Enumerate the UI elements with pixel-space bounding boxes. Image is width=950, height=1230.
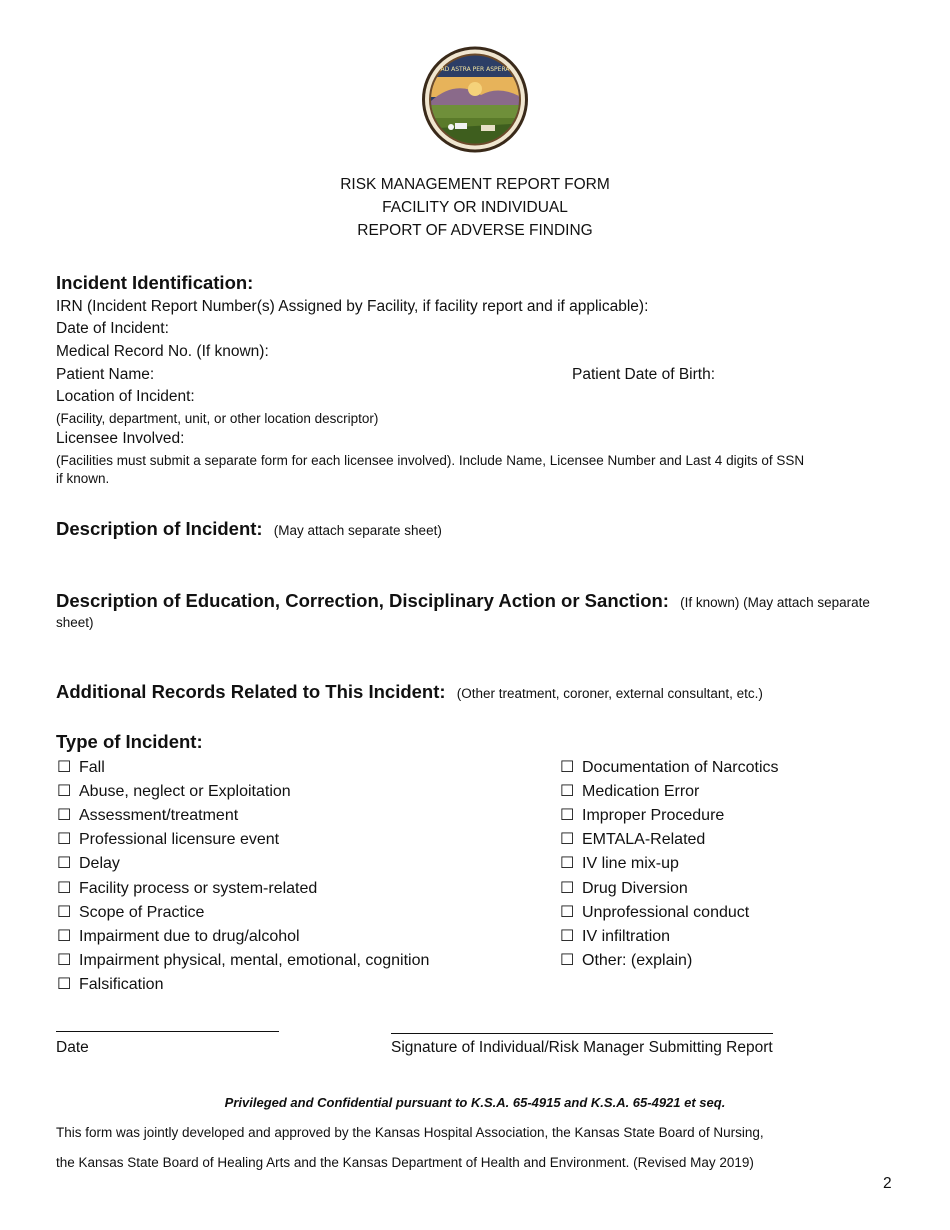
right-checkbox-item[interactable] <box>560 878 688 898</box>
confidentiality-notice: Privileged and Confidential pursuant to K.S.A. 65-4915 and K.S.A. 65-4921 et seq. <box>224 1095 726 1110</box>
checkbox-label: EMTALA-Related <box>582 831 706 849</box>
patient-dob-label: Patient Date of Birth: <box>572 366 716 383</box>
right-checkbox-item[interactable] <box>560 781 699 801</box>
checkbox-label: Impairment physical, mental, emotional, cognition <box>79 951 430 969</box>
kansas-state-seal <box>421 43 529 156</box>
incident-type-heading: Type of Incident: <box>56 731 203 752</box>
signature-line[interactable] <box>391 1033 773 1034</box>
checkbox-icon[interactable]: ☐ <box>560 951 575 969</box>
licensee-label: Licensee Involved: <box>56 430 185 447</box>
description-heading: Description of Incident: <box>56 518 263 539</box>
location-note: (Facility, department, unit, or other location descriptor) <box>56 411 379 426</box>
checkbox-icon[interactable]: ☐ <box>560 759 575 776</box>
licensee-note-line-1: (Facilities must submit a separate form for each licensee involved). Include Name, Licensee Number and Last 4 digits of SSN <box>56 453 805 468</box>
checkbox-label: IV line mix-up <box>582 855 679 873</box>
checkbox-icon[interactable]: ☐ <box>560 807 575 825</box>
additional-records-heading: Additional Records Related to This Incident: <box>56 681 446 702</box>
form-title-line-1: RISK MANAGEMENT REPORT FORM <box>340 176 610 193</box>
checkbox-icon[interactable]: ☐ <box>57 927 72 945</box>
incident-identification-heading: Incident Identification: <box>56 272 254 293</box>
right-checkbox-item[interactable] <box>560 829 705 849</box>
checkbox-label: Improper Procedure <box>582 807 725 825</box>
checkbox-label: Other: (explain) <box>582 951 693 969</box>
right-checkbox-item[interactable] <box>560 805 724 825</box>
checkbox-label: Professional licensure event <box>79 831 280 849</box>
education-note-line-2: sheet) <box>56 615 94 630</box>
education-note: (If known) (May attach separate <box>680 595 870 610</box>
patient-name-label: Patient Name: <box>56 366 155 383</box>
location-label: Location of Incident: <box>56 388 195 405</box>
additional-records-note: (Other treatment, coroner, external consultant, etc.) <box>456 686 763 701</box>
checkbox-label: Documentation of Narcotics <box>582 759 779 776</box>
footer-line-2: the Kansas State Board of Healing Arts and the Kansas Department of Health and Environment. (Revised May 2019) <box>56 1155 754 1170</box>
description-note: (May attach separate sheet) <box>273 523 442 538</box>
checkbox-icon[interactable]: ☐ <box>57 807 72 825</box>
checkbox-label: Abuse, neglect or Exploitation <box>79 783 291 801</box>
checkbox-label: Medication Error <box>582 783 700 801</box>
checkbox-icon[interactable]: ☐ <box>57 759 72 776</box>
medical-record-label: Medical Record No. (If known): <box>56 343 269 360</box>
left-checkbox-item[interactable] <box>57 902 204 922</box>
footer-line-1: This form was jointly developed and approved by the Kansas Hospital Association, the Kansas State Board of Nursing, <box>56 1125 764 1140</box>
svg-text:AD ASTRA PER ASPERA: AD ASTRA PER ASPERA <box>440 66 510 73</box>
right-checkbox-item[interactable] <box>560 902 749 922</box>
checkbox-icon[interactable]: ☐ <box>57 783 72 801</box>
right-checkbox-item[interactable] <box>560 853 679 873</box>
checkbox-label: Assessment/treatment <box>79 807 239 825</box>
checkbox-label: Fall <box>79 759 105 776</box>
right-checkbox-item[interactable] <box>560 757 779 777</box>
checkbox-icon[interactable]: ☐ <box>57 879 72 897</box>
checkbox-icon[interactable]: ☐ <box>57 951 72 969</box>
left-checkbox-item[interactable] <box>57 781 291 801</box>
description-section <box>56 518 442 540</box>
checkbox-icon[interactable]: ☐ <box>560 903 575 921</box>
left-checkbox-item[interactable] <box>57 853 120 873</box>
checkbox-icon[interactable]: ☐ <box>560 855 575 873</box>
left-checkbox-item[interactable] <box>57 878 317 898</box>
date-of-incident-label: Date of Incident: <box>56 320 169 337</box>
licensee-note-line-2: if known. <box>56 471 110 486</box>
checkbox-label: Drug Diversion <box>582 879 688 897</box>
signature-label: Signature of Individual/Risk Manager Submitting Report <box>391 1039 773 1056</box>
irn-field-label: IRN (Incident Report Number(s) Assigned by Facility, if facility report and if applicable): <box>56 298 649 315</box>
left-checkbox-item[interactable] <box>57 974 163 994</box>
checkbox-label: Delay <box>79 855 120 873</box>
left-checkbox-item[interactable] <box>57 829 279 849</box>
checkbox-label: Falsification <box>79 975 164 993</box>
right-checkbox-item[interactable] <box>560 926 670 946</box>
checkbox-label: Scope of Practice <box>79 903 205 921</box>
additional-records-section <box>56 681 763 703</box>
state-seal-icon <box>421 43 529 156</box>
checkbox-icon[interactable]: ☐ <box>57 903 72 921</box>
checkbox-label: Unprofessional conduct <box>582 903 750 921</box>
date-label: Date <box>56 1039 89 1056</box>
left-checkbox-item[interactable] <box>57 757 105 777</box>
checkbox-label: IV infiltration <box>582 927 671 945</box>
date-signature-line[interactable] <box>56 1031 279 1032</box>
checkbox-label: Impairment due to drug/alcohol <box>79 927 300 945</box>
checkbox-icon[interactable]: ☐ <box>57 975 72 993</box>
checkbox-icon[interactable]: ☐ <box>560 879 575 897</box>
checkbox-icon[interactable]: ☐ <box>560 783 575 801</box>
checkbox-label: Facility process or system-related <box>79 879 318 897</box>
education-heading: Description of Education, Correction, Disciplinary Action or Sanction: <box>56 590 669 611</box>
checkbox-icon[interactable]: ☐ <box>560 831 575 849</box>
right-checkbox-item[interactable] <box>560 950 692 970</box>
education-section <box>56 590 870 612</box>
left-checkbox-item[interactable] <box>57 805 238 825</box>
checkbox-icon[interactable]: ☐ <box>57 831 72 849</box>
form-title-line-2: FACILITY OR INDIVIDUAL <box>382 199 568 216</box>
page-number: 2 <box>883 1175 892 1192</box>
checkbox-icon[interactable]: ☐ <box>560 927 575 945</box>
checkbox-icon[interactable]: ☐ <box>57 855 72 873</box>
left-checkbox-item[interactable] <box>57 926 300 946</box>
left-checkbox-item[interactable] <box>57 950 429 970</box>
form-title-line-3: REPORT OF ADVERSE FINDING <box>357 222 593 239</box>
